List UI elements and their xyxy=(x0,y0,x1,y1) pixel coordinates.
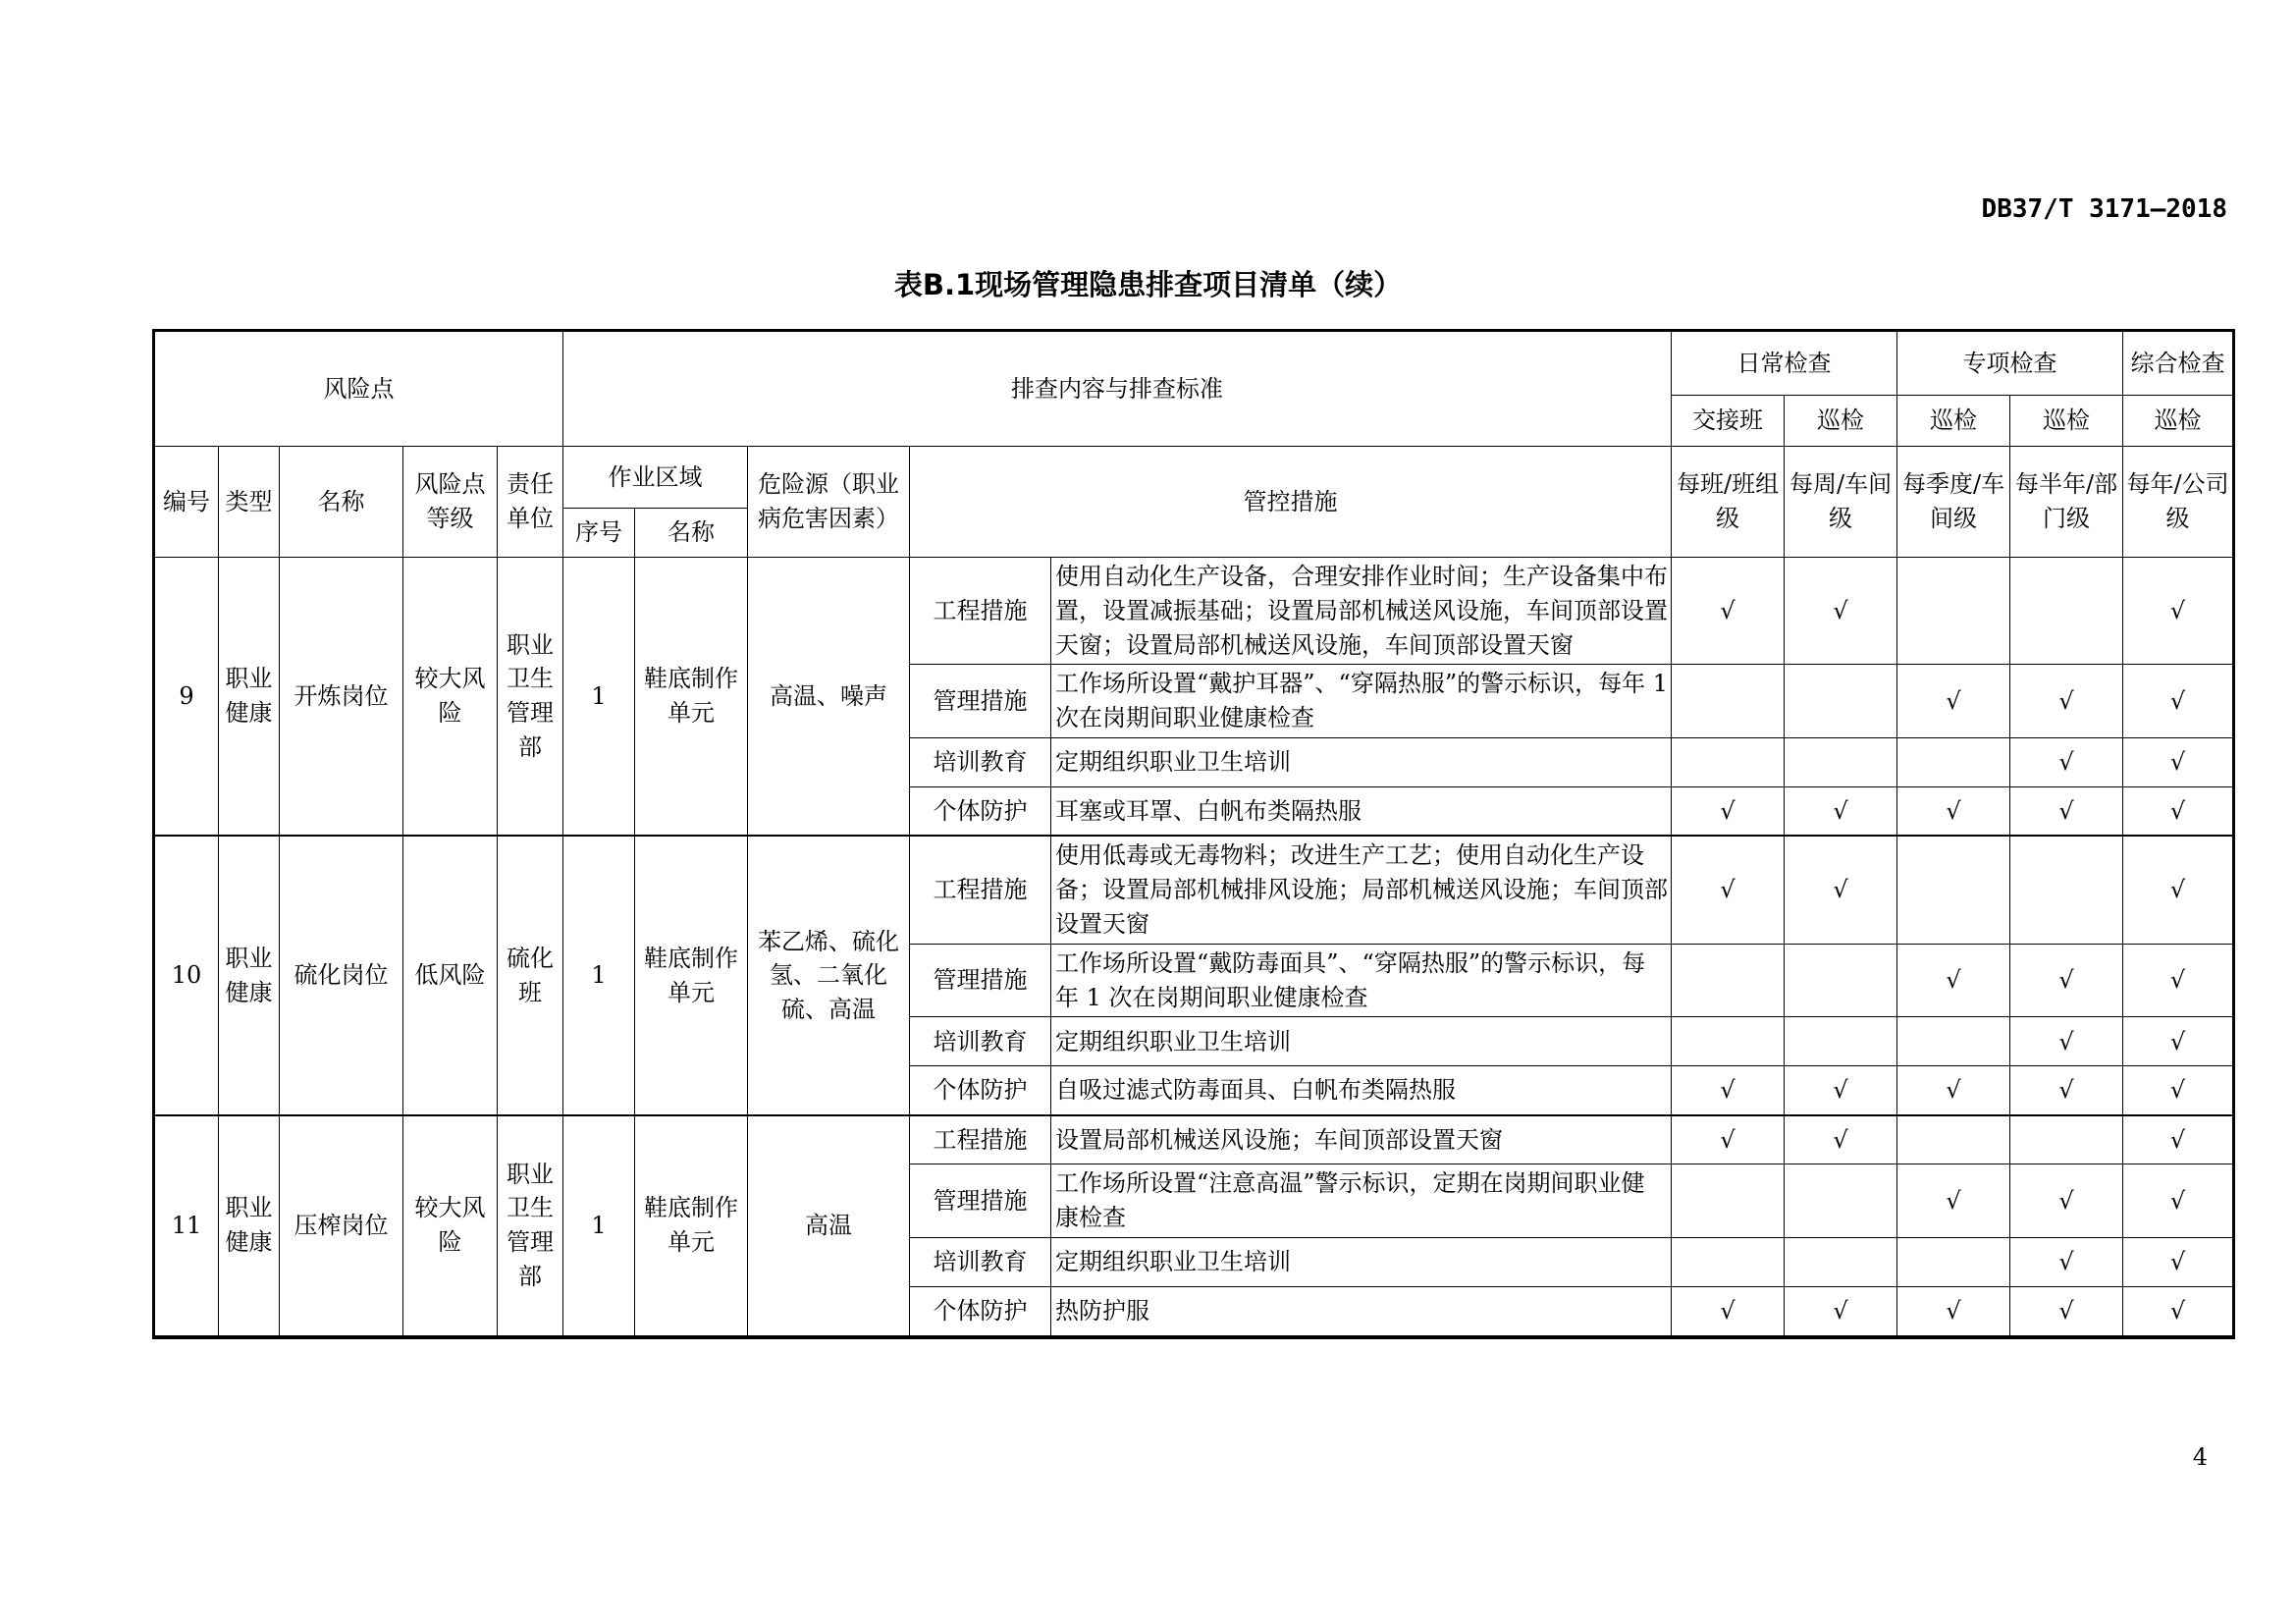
check-mark: √ xyxy=(2010,786,2123,836)
risk-type: 职业健康 xyxy=(219,558,280,837)
header-name: 名称 xyxy=(280,447,403,558)
check-mark xyxy=(1897,1238,2010,1287)
check-mark xyxy=(2010,558,2123,665)
check-mark xyxy=(1672,1164,1785,1238)
check-mark xyxy=(1785,737,1897,786)
measure-category: 个体防护 xyxy=(910,1066,1051,1115)
check-mark xyxy=(1672,944,1785,1017)
check-mark: √ xyxy=(1785,786,1897,836)
responsible-unit: 职业卫生管理部 xyxy=(498,1115,563,1336)
measure-text: 定期组织职业卫生培训 xyxy=(1051,737,1672,786)
risk-name: 硫化岗位 xyxy=(280,836,403,1114)
measure-category: 培训教育 xyxy=(910,1017,1051,1066)
header-no: 编号 xyxy=(155,447,219,558)
area-seq: 1 xyxy=(563,836,635,1114)
header-frequency: 每周/车间级 xyxy=(1785,447,1897,558)
risk-level: 低风险 xyxy=(403,836,498,1114)
responsible-unit: 职业卫生管理部 xyxy=(498,558,563,837)
check-mark: √ xyxy=(1672,1287,1785,1336)
check-mark: √ xyxy=(2123,1164,2233,1238)
measure-category: 管理措施 xyxy=(910,1164,1051,1238)
check-mark: √ xyxy=(2010,1066,2123,1115)
check-mark: √ xyxy=(1672,836,1785,944)
check-mark: √ xyxy=(2123,737,2233,786)
header-level: 风险点等级 xyxy=(403,447,498,558)
hazard-source: 苯乙烯、硫化氢、二氧化硫、高温 xyxy=(748,836,910,1114)
check-mark: √ xyxy=(2123,1238,2233,1287)
risk-no: 10 xyxy=(155,836,219,1114)
measure-text: 设置局部机械送风设施；车间顶部设置天窗 xyxy=(1051,1115,1672,1164)
check-mark: √ xyxy=(2010,1238,2123,1287)
measure-category: 工程措施 xyxy=(910,558,1051,665)
check-mark: √ xyxy=(2010,1164,2123,1238)
area-seq: 1 xyxy=(563,558,635,837)
check-mark xyxy=(1785,944,1897,1017)
responsible-unit: 硫化班 xyxy=(498,836,563,1114)
check-mark xyxy=(2010,1115,2123,1164)
check-mark xyxy=(1672,737,1785,786)
header-comprehensive-check: 综合检查 xyxy=(2123,332,2233,396)
area-name: 鞋底制作单元 xyxy=(635,1115,748,1336)
check-mark: √ xyxy=(2010,665,2123,738)
header-hazard: 危险源（职业病危害因素） xyxy=(748,447,910,558)
check-mark xyxy=(2010,836,2123,944)
measure-text: 使用自动化生产设备，合理安排作业时间；生产设备集中布置，设置减振基础；设置局部机械送风设施，车间顶部设置天窗；设置局部机械送风设施，车间顶部设置天窗 xyxy=(1051,558,1672,665)
check-mark: √ xyxy=(1897,665,2010,738)
header-frequency: 每半年/部门级 xyxy=(2010,447,2123,558)
check-mark: √ xyxy=(1672,1066,1785,1115)
check-mark xyxy=(1897,836,2010,944)
measure-category: 管理措施 xyxy=(910,944,1051,1017)
check-mark xyxy=(1672,1238,1785,1287)
risk-name: 压榨岗位 xyxy=(280,1115,403,1336)
check-mark: √ xyxy=(1672,1115,1785,1164)
check-mark: √ xyxy=(2123,558,2233,665)
header-check-type: 交接班 xyxy=(1672,396,1785,447)
measure-text: 热防护服 xyxy=(1051,1287,1672,1336)
check-mark: √ xyxy=(2123,665,2233,738)
check-mark: √ xyxy=(2010,737,2123,786)
measure-text: 自吸过滤式防毒面具、白帆布类隔热服 xyxy=(1051,1066,1672,1115)
table-row xyxy=(155,836,2233,944)
measure-category: 个体防护 xyxy=(910,786,1051,836)
header-special-check: 专项检查 xyxy=(1897,332,2123,396)
header-control: 管控措施 xyxy=(910,447,1672,558)
risk-type: 职业健康 xyxy=(219,1115,280,1336)
check-mark: √ xyxy=(2123,1115,2233,1164)
check-mark xyxy=(1897,1115,2010,1164)
header-check-type: 巡检 xyxy=(1897,396,2010,447)
header-content-standard: 排查内容与排查标准 xyxy=(563,332,1672,447)
area-seq: 1 xyxy=(563,1115,635,1336)
header-check-type: 巡检 xyxy=(2010,396,2123,447)
measure-category: 培训教育 xyxy=(910,1238,1051,1287)
check-mark: √ xyxy=(2123,1287,2233,1336)
header-work-area: 作业区域 xyxy=(563,447,748,509)
standard-code: DB37/T 3171—2018 xyxy=(1981,194,2227,224)
check-mark xyxy=(1897,737,2010,786)
area-name: 鞋底制作单元 xyxy=(635,558,748,837)
header-area-name: 名称 xyxy=(635,509,748,558)
measure-text: 工作场所设置“戴防毒面具”、“穿隔热服”的警示标识，每年 1 次在岗期间职业健康检查 xyxy=(1051,944,1672,1017)
check-mark: √ xyxy=(2010,1017,2123,1066)
check-mark xyxy=(1785,1017,1897,1066)
check-mark: √ xyxy=(1897,944,2010,1017)
area-name: 鞋底制作单元 xyxy=(635,836,748,1114)
measure-text: 定期组织职业卫生培训 xyxy=(1051,1017,1672,1066)
check-mark: √ xyxy=(2010,1287,2123,1336)
measure-category: 培训教育 xyxy=(910,737,1051,786)
risk-type: 职业健康 xyxy=(219,836,280,1114)
header-type: 类型 xyxy=(219,447,280,558)
header-unit: 责任单位 xyxy=(498,447,563,558)
header-risk-point: 风险点 xyxy=(155,332,563,447)
check-mark: √ xyxy=(2123,944,2233,1017)
measure-text: 使用低毒或无毒物料；改进生产工艺；使用自动化生产设备；设置局部机械排风设施；局部机械送风设施；车间顶部设置天窗 xyxy=(1051,836,1672,944)
check-mark: √ xyxy=(2123,836,2233,944)
measure-text: 工作场所设置“注意高温”警示标识，定期在岗期间职业健康检查 xyxy=(1051,1164,1672,1238)
check-mark xyxy=(1785,665,1897,738)
measure-text: 耳塞或耳罩、白帆布类隔热服 xyxy=(1051,786,1672,836)
measure-category: 工程措施 xyxy=(910,1115,1051,1164)
check-mark: √ xyxy=(1897,1287,2010,1336)
check-mark: √ xyxy=(1672,558,1785,665)
check-mark xyxy=(1785,1164,1897,1238)
check-mark: √ xyxy=(1672,786,1785,836)
hazard-source: 高温 xyxy=(748,1115,910,1336)
check-mark: √ xyxy=(1785,1115,1897,1164)
check-mark: √ xyxy=(2123,1066,2233,1115)
header-seq: 序号 xyxy=(563,509,635,558)
page-number: 4 xyxy=(2192,1443,2208,1471)
hazard-source: 高温、噪声 xyxy=(748,558,910,837)
check-mark xyxy=(1672,1017,1785,1066)
table-title: 表B.1现场管理隐患排查项目清单（续） xyxy=(893,268,1403,301)
check-mark: √ xyxy=(1785,836,1897,944)
risk-level: 较大风险 xyxy=(403,558,498,837)
check-mark: √ xyxy=(1897,1164,2010,1238)
check-mark xyxy=(1897,1017,2010,1066)
measure-text: 工作场所设置“戴护耳器”、“穿隔热服”的警示标识，每年 1 次在岗期间职业健康检查 xyxy=(1051,665,1672,738)
check-mark: √ xyxy=(2123,1017,2233,1066)
check-mark: √ xyxy=(1897,1066,2010,1115)
check-mark: √ xyxy=(2010,944,2123,1017)
header-check-type: 巡检 xyxy=(2123,396,2233,447)
check-mark: √ xyxy=(1785,1287,1897,1336)
header-check-type: 巡检 xyxy=(1785,396,1897,447)
header-frequency: 每季度/车间级 xyxy=(1897,447,2010,558)
measure-text: 定期组织职业卫生培训 xyxy=(1051,1238,1672,1287)
table-row xyxy=(155,1115,2233,1164)
check-mark: √ xyxy=(1897,786,2010,836)
header-daily-check: 日常检查 xyxy=(1672,332,1897,396)
table-row xyxy=(155,558,2233,665)
header-frequency: 每年/公司级 xyxy=(2123,447,2233,558)
risk-no: 9 xyxy=(155,558,219,837)
check-mark: √ xyxy=(1785,558,1897,665)
risk-no: 11 xyxy=(155,1115,219,1336)
risk-name: 开炼岗位 xyxy=(280,558,403,837)
measure-category: 个体防护 xyxy=(910,1287,1051,1336)
check-mark xyxy=(1785,1238,1897,1287)
risk-level: 较大风险 xyxy=(403,1115,498,1336)
header-frequency: 每班/班组级 xyxy=(1672,447,1785,558)
measure-category: 管理措施 xyxy=(910,665,1051,738)
check-mark: √ xyxy=(2123,786,2233,836)
inspection-table xyxy=(154,331,2233,1337)
check-mark xyxy=(1897,558,2010,665)
check-mark xyxy=(1672,665,1785,738)
check-mark: √ xyxy=(1785,1066,1897,1115)
measure-category: 工程措施 xyxy=(910,836,1051,944)
